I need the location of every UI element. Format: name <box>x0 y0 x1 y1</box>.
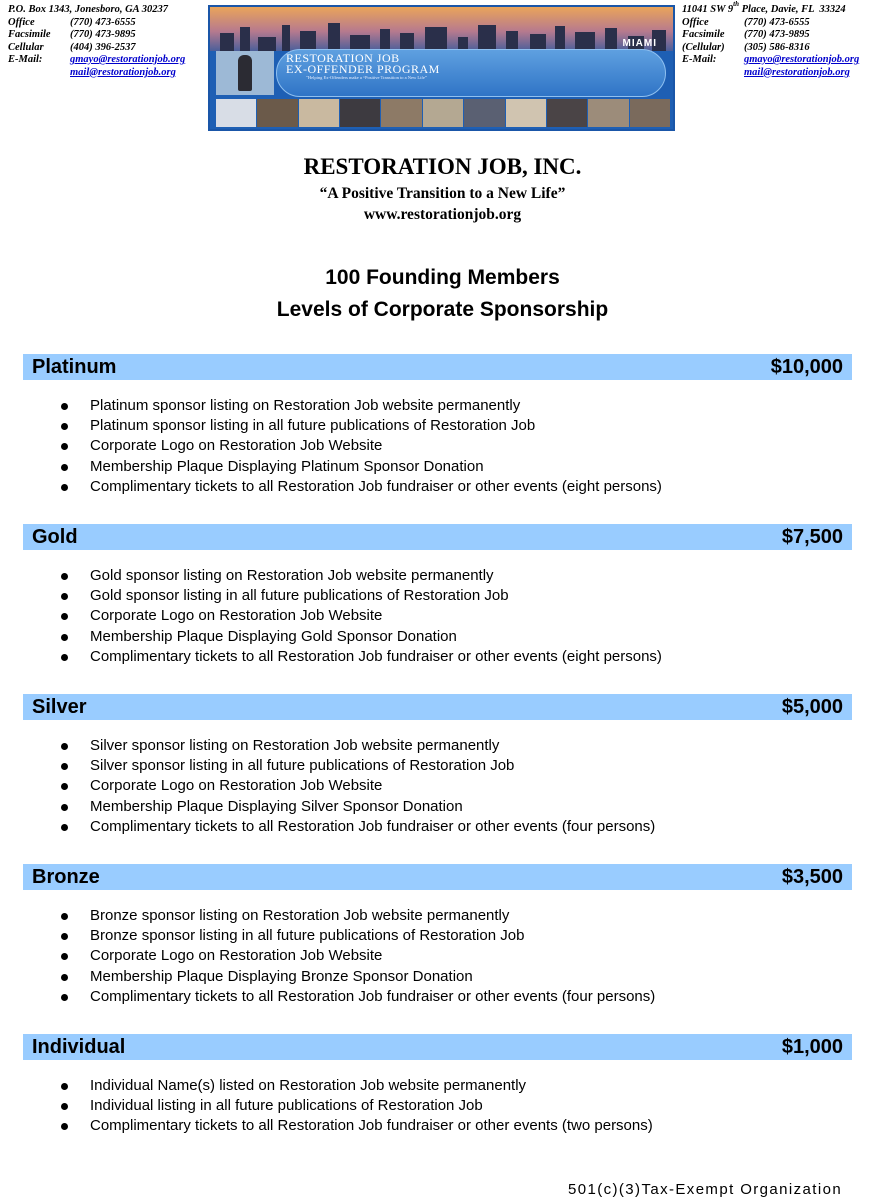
banner-title: RESTORATION JOB <box>286 51 400 65</box>
bullet-icon <box>61 573 68 580</box>
list-item <box>23 926 852 946</box>
page-title: 100 Founding Members <box>325 266 560 289</box>
bullet-icon <box>61 783 68 790</box>
list-item <box>23 1076 852 1096</box>
level-name: Individual <box>32 1036 126 1058</box>
list-item <box>23 416 852 436</box>
contact-value: (770) 473-6555 <box>744 16 810 28</box>
contact-right <box>682 0 882 79</box>
list-item <box>23 1096 852 1116</box>
bullet-icon <box>61 423 68 430</box>
bullet-icon <box>61 1123 68 1130</box>
address-sup: th <box>733 0 740 8</box>
spacer <box>682 67 744 80</box>
page-subtitle: Levels of Corporate Sponsorship <box>276 298 609 321</box>
contact-row <box>682 54 882 67</box>
level-header <box>23 694 852 720</box>
list-item <box>23 627 852 647</box>
contact-label: (Cellular) <box>682 41 725 53</box>
list-item <box>23 457 852 477</box>
benefit-text: Corporate Logo on Restoration Job Website <box>90 607 383 625</box>
list-item <box>23 797 852 817</box>
list-item <box>23 436 852 456</box>
bullet-icon <box>61 804 68 811</box>
benefit-text: Corporate Logo on Restoration Job Website <box>90 437 383 455</box>
benefit-text: Membership Plaque Displaying Bronze Sponsor Donation <box>90 967 473 985</box>
benefit-text: Complimentary tickets to all Restoration Job fundraiser or other events (four persons) <box>90 987 656 1005</box>
level-platinum <box>23 354 852 497</box>
banner-city: MIAMI <box>622 38 657 49</box>
benefit-text: Corporate Logo on Restoration Job Website <box>90 777 383 795</box>
skyline <box>210 21 673 51</box>
contact-row <box>8 54 208 67</box>
benefit-text: Corporate Logo on Restoration Job Website <box>90 947 383 965</box>
banner-slogan: "Helping Ex-Offenders make a “Positive Transition to a New Life” <box>306 75 427 80</box>
contact-left <box>8 4 208 79</box>
benefit-text: Membership Plaque Displaying Gold Sponsor Donation <box>90 627 457 645</box>
benefit-text: Individual listing in all future publications of Restoration Job <box>90 1097 483 1115</box>
benefit-text: Bronze sponsor listing on Restoration Job website permanently <box>90 907 510 924</box>
benefit-text: Individual Name(s) listed on Restoration Job website permanently <box>90 1077 527 1094</box>
email-link-secondary[interactable]: mail@restorationjob.org <box>744 66 850 78</box>
list-item <box>23 756 852 776</box>
spacer <box>8 67 70 80</box>
contact-value: (770) 473-9895 <box>744 29 810 40</box>
contact-row <box>8 29 208 42</box>
benefit-list <box>23 906 852 1007</box>
address-left: P.O. Box 1343, Jonesboro, GA 30237 <box>8 4 168 15</box>
bullet-icon <box>61 1103 68 1110</box>
contact-label: Office <box>682 16 709 28</box>
level-gold <box>23 524 852 667</box>
benefit-list <box>23 396 852 497</box>
level-header <box>23 1034 852 1060</box>
bullet-icon <box>61 654 68 661</box>
level-price: $3,500 <box>781 866 843 888</box>
level-individual <box>23 1034 852 1137</box>
bullet-icon <box>61 443 68 450</box>
contact-label: Facsimile <box>8 29 51 40</box>
level-name: Platinum <box>32 356 117 378</box>
list-item <box>23 906 852 926</box>
bullet-icon <box>61 913 68 920</box>
bullet-icon <box>61 953 68 960</box>
org-name: RESTORATION JOB, INC. <box>303 154 582 179</box>
email-link-secondary[interactable]: mail@restorationjob.org <box>70 66 176 78</box>
benefit-list <box>23 566 852 667</box>
level-header <box>23 524 852 550</box>
contact-row <box>8 67 208 80</box>
bullet-icon <box>61 933 68 940</box>
contact-row <box>682 29 882 42</box>
banner-subtitle: EX-OFFENDER PROGRAM <box>286 62 440 76</box>
list-item <box>23 946 852 966</box>
benefit-text: Membership Plaque Displaying Silver Sponsor Donation <box>90 797 463 815</box>
email-link-primary[interactable]: gmayo@restorationjob.org <box>70 54 186 65</box>
bullet-icon <box>61 763 68 770</box>
benefit-text: Silver sponsor listing on Restoration Job website permanently <box>90 737 500 754</box>
contact-label: Facsimile <box>682 29 725 40</box>
level-price: $1,000 <box>781 1036 843 1058</box>
contact-row <box>8 17 208 30</box>
photo-strip <box>216 99 671 127</box>
level-price: $5,000 <box>781 696 843 718</box>
program-banner <box>208 5 675 131</box>
contact-row <box>8 42 208 55</box>
contact-value: (404) 396-2537 <box>70 41 136 53</box>
contact-label: Cellular <box>8 41 44 53</box>
bullet-icon <box>61 403 68 410</box>
benefit-list <box>23 736 852 837</box>
contact-row <box>682 42 882 55</box>
email-link-primary[interactable]: gmayo@restorationjob.org <box>744 54 860 65</box>
list-item <box>23 477 852 497</box>
bullet-icon <box>61 613 68 620</box>
bullet-icon <box>61 824 68 831</box>
contact-row <box>682 67 882 80</box>
tax-status-footer: 501(c)(3)Tax-Exempt Organization <box>568 1181 843 1198</box>
website-url: www.restorationjob.org <box>363 206 522 223</box>
bullet-icon <box>61 464 68 471</box>
address-right <box>682 0 882 17</box>
contact-value: (305) 586-8316 <box>744 41 810 53</box>
contact-value: (770) 473-6555 <box>70 16 136 28</box>
contact-row <box>682 17 882 30</box>
benefit-text: Gold sponsor listing in all future publications of Restoration Job <box>90 587 509 605</box>
email-label: E-Mail: <box>682 54 717 65</box>
benefit-text: Platinum sponsor listing in all future publications of Restoration Job <box>90 417 536 435</box>
list-item <box>23 776 852 796</box>
level-bronze <box>23 864 852 1007</box>
benefit-text: Gold sponsor listing on Restoration Job website permanently <box>90 567 494 584</box>
bullet-icon <box>61 634 68 641</box>
bullet-icon <box>61 593 68 600</box>
level-price: $10,000 <box>770 356 843 378</box>
bullet-icon <box>61 974 68 981</box>
tagline: “A Positive Transition to a New Life” <box>319 185 566 202</box>
bullet-icon <box>61 994 68 1001</box>
level-header <box>23 864 852 890</box>
bullet-icon <box>61 1083 68 1090</box>
level-silver <box>23 694 852 837</box>
list-item <box>23 396 852 416</box>
list-item <box>23 987 852 1007</box>
list-item <box>23 967 852 987</box>
bullet-icon <box>61 743 68 750</box>
list-item <box>23 817 852 837</box>
benefit-text: Complimentary tickets to all Restoration Job fundraiser or other events (eight persons) <box>90 477 662 495</box>
level-header <box>23 354 852 380</box>
contact-value: (770) 473-9895 <box>70 29 136 40</box>
level-name: Silver <box>32 696 87 718</box>
person-figure <box>238 55 252 91</box>
benefit-text: Complimentary tickets to all Restoration Job fundraiser or other events (eight persons) <box>90 647 662 665</box>
contact-label: Office <box>8 16 35 28</box>
benefit-text: Membership Plaque Displaying Platinum Sponsor Donation <box>90 457 484 475</box>
benefit-list <box>23 1076 852 1137</box>
list-item <box>23 1116 852 1136</box>
list-item <box>23 736 852 756</box>
level-name: Gold <box>32 526 78 548</box>
benefit-text: Bronze sponsor listing in all future publications of Restoration Job <box>90 927 525 945</box>
level-price: $7,500 <box>781 526 843 548</box>
benefit-text: Platinum sponsor listing on Restoration Job website permanently <box>90 397 521 414</box>
level-name: Bronze <box>32 866 100 888</box>
benefit-text: Complimentary tickets to all Restoration Job fundraiser or other events (two persons) <box>90 1117 653 1135</box>
address-part: 11041 SW 9 <box>682 4 734 15</box>
list-item <box>23 566 852 586</box>
email-label: E-Mail: <box>8 54 43 65</box>
list-item <box>23 586 852 606</box>
list-item <box>23 606 852 626</box>
benefit-text: Silver sponsor listing in all future publications of Restoration Job <box>90 757 515 775</box>
list-item <box>23 647 852 667</box>
address-part: Place, Davie, FL 33324 <box>739 4 846 15</box>
bullet-icon <box>61 484 68 491</box>
benefit-text: Complimentary tickets to all Restoration Job fundraiser or other events (four persons) <box>90 817 656 835</box>
